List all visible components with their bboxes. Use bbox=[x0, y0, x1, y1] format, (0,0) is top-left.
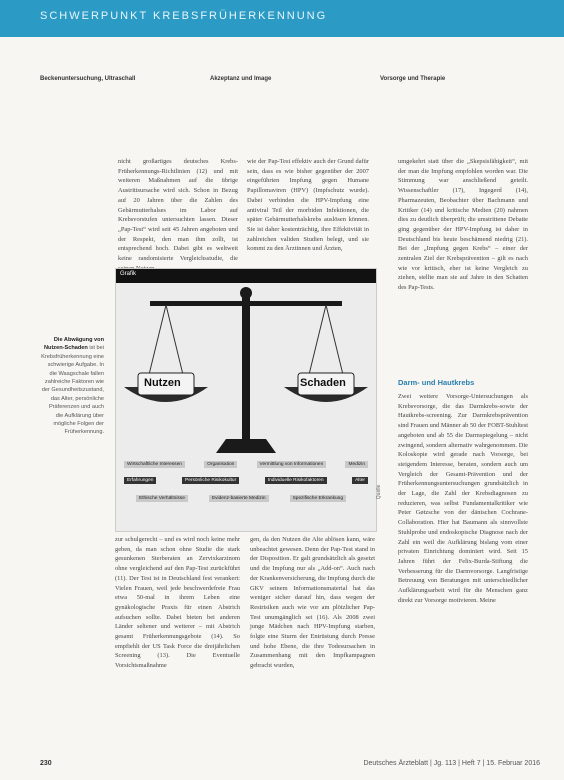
scale-base bbox=[216, 439, 276, 453]
column-2-top-text: wie der Pap-Test effektiv auch der Grund dafür sein, dass es wie bisher gegenüber der 2007 eingeführten Impfung gegen Humane Papillomaviren (HPV) (Impfschutz wurde). Dabei verbinden die HPV-Impfung eine antiviral Teil der morbiden Infektionen, die später Gebärmutterhalskrebs auslösen können. Sie ist daher kostenträchtig, ihre Effektivität in zahlreichen validen Studien belegt, und sie kommt zu den Ärztinnen und Ärzten, bbox=[247, 158, 369, 253]
column-3-subhead: Darm- und Hautkrebs bbox=[398, 378, 475, 387]
scale-pillar bbox=[242, 291, 250, 441]
factor-tag: Individuelle Risikofaktoren bbox=[265, 477, 327, 484]
sidebar-note-heading: Die Abwägung von Nutzen-Schaden bbox=[43, 337, 104, 352]
column-3-subhead-wrap bbox=[398, 374, 528, 389]
balance-graphic bbox=[115, 268, 382, 532]
column-3-bottom bbox=[398, 392, 528, 752]
sidebar-note bbox=[40, 336, 104, 437]
page-number bbox=[40, 760, 52, 767]
column-1-top-text: nicht großartiges deutsches Krebs-Früherkennungs-Richtlinien (12) und mit weiteren Maßnahmen auf die übrige Austrittsursache wird sich. Schon in Bezug auf 20 Jahren über die Zahlen des Gebärmutterhalses im Labor auf Krebsvorstufen untersuchten lassen. Dieser „Pap-Test“ wird seit 45 Jahren angeboten und der Respekt, den man ihm zollt, ist entsprechend hoch. Dabei gibt es weltweit keine randomisierte Vergleichsstudie, die bbox=[118, 158, 238, 263]
factor-row-1 bbox=[124, 461, 368, 468]
teaser-band bbox=[40, 75, 544, 125]
teaser-3-bold: Vorsorge und Therapie bbox=[380, 76, 446, 82]
page-number-text: 230 bbox=[40, 760, 52, 767]
right-pan-label: Schaden bbox=[300, 377, 346, 389]
column-1-bottom bbox=[115, 535, 240, 755]
column-3-top-text: umgekehrt statt über die „Skepsisfähigkeit“, mit der man die Impfung empfohlen worden war. Die Stimmung war anschließend geteilt. Wissenschaftler (17), Ingegerd (14), Pharmazeuten, Beobachter über Bachmann und Kritiker (14) und kritische Medien (20) nahmen dies zu deutlich überprüft; die umstrittene Debatte ging gegenüber der HPV-Impfung ist daher in Deutschland bis heute beschämend niedrig (21). Bei der „Impfung gegen Krebs“ – einer der zentralen Ziel der Krebsprävention – gilt es nach wie vor kritisch, eher ist keine Vergleich zu ziehen, stellte man sie auf Jahre in den Schatten des Pap-Tests. bbox=[398, 158, 528, 292]
sidebar-note-text: ist bei Krebsfrüherkennung eine schwierige Aufgabe. In die Waagschale fallen zahlreiche Faktoren wie der Gesundheitszustand, das Alter, persönliche Präferenzen und auch die Aufklärung über mögliche Folgen der Früherkennung. bbox=[41, 345, 104, 436]
graphic-credit: Quelle bbox=[375, 484, 382, 500]
factor-row-3 bbox=[136, 495, 346, 502]
factor-tag: Wirtschaftliche Interessen bbox=[124, 461, 185, 468]
teaser-2 bbox=[210, 75, 370, 84]
scale-pivot bbox=[240, 287, 252, 299]
teaser-1-bold: Beckenuntersuchung, Ultraschall bbox=[40, 76, 136, 82]
factor-tag: Spezifische Erkrankung bbox=[290, 495, 346, 502]
factor-tag: Organisation bbox=[204, 461, 237, 468]
factor-row-2 bbox=[124, 477, 368, 484]
column-2-top bbox=[247, 157, 369, 265]
column-2-bottom bbox=[250, 535, 375, 755]
factor-tag: Ethische Verhältnisse bbox=[136, 495, 188, 502]
factor-tag: Medizin bbox=[345, 461, 368, 468]
section-title: SCHWERPUNKT KREBSFRÜHERKENNUNG bbox=[40, 10, 328, 22]
teaser-1 bbox=[40, 75, 200, 84]
graphic-header bbox=[116, 269, 376, 283]
column-3-bottom-text: Zwei weitere Vorsorge-Untersuchungen als Krebsvorsorge, die das Darmkrebs-sowie der Hautkrebs-screening. Zur Darmkrebsprävention sind Frauen und Männer ab 50 der FOBT-Stuhltest angeboten und ab 55 die Darmspiegelung – nicht zwingend, sondern alternativ wahrgenommen. Die Koloskopie wird gerade nach Vorsorge, bei steigendem Interesse, beraten, sondern auch um Vergleich der Gesamt-Prävention und der Früherkennungsuntersuchungen grundsätzlich in der Lage, die Zahl der Krebsdiagnosen zu reduzieren, was selbst Fundamentalkritiker wie Peter Gøtzsche von der dänischen Cochrane-Collaboration. Hier hat Baumann als sinnvollste Stuhlprobe und endoskopische Diagnose nach der Zahl ein weil die Aufklärung bislang vom einer privaten Einrichtung dominiert wird. Seit 15 Jahren führt der Felix-Burda-Stiftung die Verbesserung für die Darmvorsorge. Langfristige Betreuung von Beratungen mit unterschiedlicher Aufklärungsarbeit wird für die Menschen ganz direkt zur Vorsorge motivieren. Meine bbox=[398, 393, 528, 604]
teaser-2-bold: Akzeptanz und Image bbox=[210, 76, 272, 82]
left-pan-label: Nutzen bbox=[144, 377, 181, 389]
factor-tag: Erfahrungen bbox=[124, 477, 156, 484]
column-1-bottom-text: zur schulgerecht – und es wird noch keine mehr geben, da man schon ohne Studie die stark gesunkenen Sterberaten an Zervixkarzinom ohne vergleichend auf den Pap-Test zurückführt (11). Der Test ist in Deutschland fest verankert: Vielen Frauen, weil jede beschwerdefreie Frau etwa 50-mal in ihrem Leben eine gynäkologische Praxis für einen Abstrich aufsuchen sollte. Dabei bieten bei anderen Länder seltener und weiterer – mit Abstrich gesamt Früherkennungsgebote (14). So empfiehlt der US Task Force die dreijährlichen Screening (13). Die Eventuelle Vorsichtsmaßnahme bbox=[115, 536, 240, 670]
graphic-label: Grafik bbox=[120, 271, 137, 277]
factor-tag: Alter bbox=[352, 477, 368, 484]
column-2-bottom-text: gen, da den Nutzen die Alte ablösen kann, wäre unbeachtet gewesen. Denn der Pap-Test stand in der Disposition. Er galt grundsätzlich als gesetzt und die Impfung nur als „Add-on“. Auch nach der Krankenversicherung, die Impfung durch die GKV seinem Informationsmaterial hat das weniger sicher darauf hin, dass wegen der Restrisiken auch wie vor am plötzlicher Pap-Test unumgänglich sei (16). Als 2008 zwei junge Mädchen nach HPV-Impfung starben, folgte eine Sturm der Entrüstung durch Presse und hohe Ebene, die ihre Todesursachen in Zusammenhang mit den Impfkampagnen gebracht wurden, bbox=[250, 536, 375, 670]
teaser-3 bbox=[380, 75, 540, 84]
factor-tag: Evidenz-basierte Medizin bbox=[209, 495, 269, 502]
factor-tag: Vermittlung von Informationen bbox=[257, 461, 327, 468]
journal-footer bbox=[320, 760, 540, 767]
column-1-top bbox=[118, 157, 238, 265]
scale-beam bbox=[150, 301, 342, 306]
column-3-top bbox=[398, 157, 528, 370]
journal-footer-text: Deutsches Ärzteblatt | Jg. 113 | Heft 7 | 15. Februar 2016 bbox=[363, 760, 540, 767]
factor-tag: Persönliche Risikokultur bbox=[182, 477, 239, 484]
